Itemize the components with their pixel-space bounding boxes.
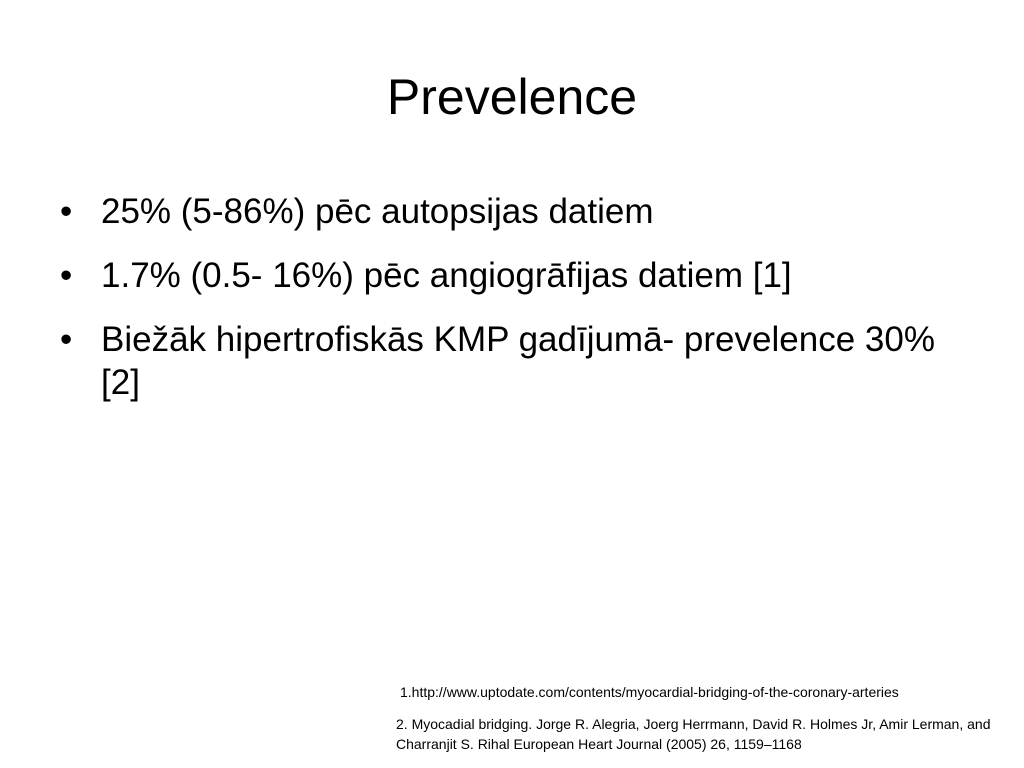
bullet-text: 1.7% (0.5- 16%) pēc angiogrāfijas datiem [1] xyxy=(101,256,792,295)
bullet-icon: • xyxy=(60,320,73,359)
bullet-item-angiography xyxy=(58,254,958,297)
bullet-icon: • xyxy=(60,256,73,295)
bullet-icon: • xyxy=(60,192,73,231)
bullet-list xyxy=(58,190,958,425)
bullet-text: 25% (5-86%) pēc autopsijas datiem xyxy=(101,192,654,231)
bullet-item-hcm xyxy=(58,318,958,404)
bullet-item-autopsy xyxy=(58,190,958,233)
reference-2: 2. Myocadial bridging. Jorge R. Alegria, Joerg Herrmann, David R. Holmes Jr, Amir Lerman, and Charranjit S. Rihal European Heart Journal (2005) 26, 1159–1168 xyxy=(396,716,991,752)
references xyxy=(396,682,1020,754)
slide-title: Prevelence xyxy=(386,69,638,125)
reference-1: 1.http://www.uptodate.com/contents/myocardial-bridging-of-the-coronary-arteries xyxy=(400,684,899,700)
bullet-text: Biežāk hipertrofiskās KMP gadījumā- prevelence 30% [2] xyxy=(101,320,935,402)
